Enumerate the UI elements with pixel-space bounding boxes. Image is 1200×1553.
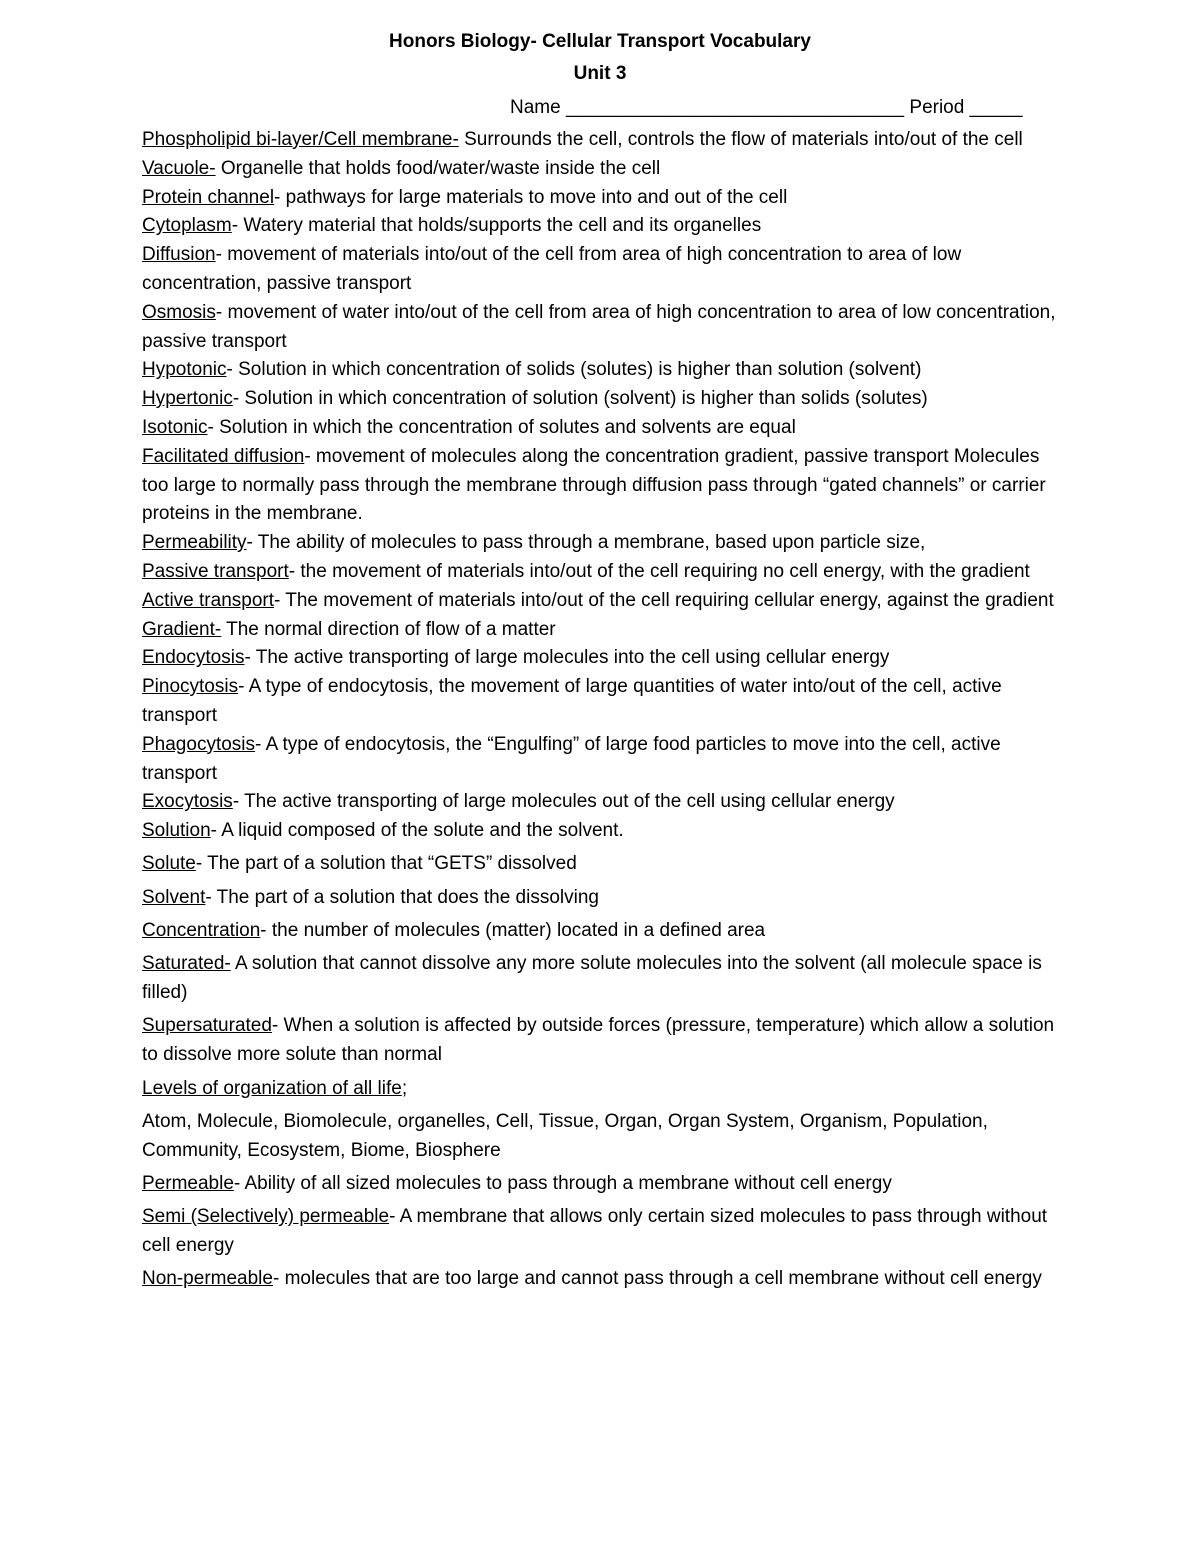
vocab-definition: - A membrane that allows only certain sized molecules to pass through without cell energy bbox=[142, 1206, 1048, 1256]
vocab-definition: - Solution in which concentration of solids (solutes) is higher than solution (solvent) bbox=[226, 359, 922, 381]
vocab-entry bbox=[142, 356, 1067, 385]
vocab-definition: - the movement of materials into/out of the cell requiring no cell energy, with the gradient bbox=[288, 560, 1030, 582]
name-period-line bbox=[510, 96, 1022, 120]
document-title: Honors Biology- Cellular Transport Vocabulary bbox=[389, 31, 811, 52]
vocab-term: Pinocytosis bbox=[142, 676, 239, 698]
vocab-term: Protein channel bbox=[142, 186, 275, 208]
entry-text: Atom, Molecule, Biomolecule, organelles, Cell, Tissue, Organ, Organ System, Organism, Population, Community, Ecosystem, Biome, Biosphere bbox=[142, 1110, 988, 1161]
vocab-definition: - The part of a solution that does the dissolving bbox=[205, 886, 599, 908]
vocab-term: Semi (Selectively) permeable bbox=[142, 1206, 390, 1228]
vocab-definition: - When a solution is affected by outside forces (pressure, temperature) which allow a solution to dissolve more solute than normal bbox=[142, 1015, 1055, 1066]
vocabulary-list bbox=[142, 126, 1067, 1299]
vocab-term: Permeable bbox=[142, 1172, 234, 1194]
vocab-entry bbox=[142, 299, 1067, 357]
vocab-definition: - pathways for large materials to move into and out of the cell bbox=[274, 186, 788, 208]
vocab-definition: - molecules that are too large and cannot pass through a cell membrane without cell energy bbox=[272, 1268, 1042, 1290]
vocab-definition: The normal direction of flow of a matter bbox=[221, 618, 556, 640]
vocab-term: Solvent bbox=[142, 886, 206, 908]
vocab-entry bbox=[142, 155, 1067, 184]
vocab-term: Gradient- bbox=[142, 618, 222, 640]
vocab-term: Osmosis bbox=[142, 301, 216, 323]
vocab-entry bbox=[142, 788, 1067, 817]
vocab-definition: - The active transporting of large molecules out of the cell using cellular energy bbox=[232, 791, 895, 813]
vocab-term: Passive transport bbox=[142, 560, 289, 582]
vocab-entry bbox=[142, 184, 1067, 213]
vocab-definition: ; bbox=[401, 1077, 408, 1099]
vocab-entry bbox=[142, 126, 1067, 155]
vocab-term: Diffusion bbox=[142, 244, 216, 266]
vocab-definition: - The movement of materials into/out of the cell requiring cellular energy, against the gradient bbox=[274, 589, 1054, 611]
vocab-entry bbox=[142, 1108, 1067, 1166]
vocab-entry bbox=[142, 385, 1067, 414]
vocab-term: Phagocytosis bbox=[142, 733, 256, 755]
vocab-term: Non-permeable bbox=[142, 1268, 273, 1290]
vocab-definition: - movement of molecules along the concentration gradient, passive transport Molecules too large to normally pass through the membrane through diffusion pass through “gated channels” or carrier proteins in the membrane. bbox=[142, 445, 1046, 525]
vocab-term: Solute bbox=[142, 853, 196, 875]
vocab-entry bbox=[142, 950, 1067, 1008]
vocab-definition: - A liquid composed of the solute and the solvent. bbox=[210, 820, 624, 842]
vocab-entry bbox=[142, 1265, 1067, 1294]
vocab-definition: Organelle that holds food/water/waste inside the cell bbox=[215, 157, 661, 179]
vocab-term: Hypertonic bbox=[142, 388, 233, 410]
vocab-entry bbox=[142, 917, 1067, 946]
vocab-definition: A solution that cannot dissolve any more solute molecules into the solvent (all molecule space is filled) bbox=[142, 953, 1042, 1004]
vocab-entry bbox=[142, 1203, 1067, 1261]
vocab-term: Isotonic bbox=[142, 416, 208, 438]
vocab-term: Concentration bbox=[142, 920, 261, 942]
vocab-entry bbox=[142, 558, 1067, 587]
vocab-definition: - A type of endocytosis, the movement of large quantities of water into/out of the cell, active transport bbox=[142, 676, 1002, 726]
vocab-entry bbox=[142, 529, 1067, 558]
vocab-entry bbox=[142, 850, 1067, 879]
vocab-entry bbox=[142, 212, 1067, 241]
vocab-term: Saturated- bbox=[142, 953, 231, 975]
vocab-definition: - Solution in which the concentration of solutes and solvents are equal bbox=[207, 416, 796, 438]
vocab-definition: - Solution in which concentration of solution (solvent) is higher than solids (solutes) bbox=[232, 388, 928, 410]
vocab-term: Solution bbox=[142, 820, 211, 842]
vocab-definition: - movement of water into/out of the cell from area of high concentration to area of low concentration, passive transport bbox=[142, 301, 1056, 352]
vocab-entry bbox=[142, 241, 1067, 299]
vocab-term: Permeability bbox=[142, 532, 247, 554]
vocab-entry bbox=[142, 616, 1067, 645]
vocab-term: Exocytosis bbox=[142, 791, 233, 813]
name-label: Name ________________________________ bbox=[510, 97, 905, 118]
vocab-entry bbox=[142, 443, 1067, 529]
vocab-entry bbox=[142, 731, 1067, 789]
vocab-entry bbox=[142, 414, 1067, 443]
vocab-term: Levels of organization of all life bbox=[142, 1077, 402, 1099]
vocab-term: Supersaturated bbox=[142, 1015, 272, 1037]
vocab-term: Facilitated diffusion bbox=[142, 445, 305, 467]
vocab-term: Hypotonic bbox=[142, 359, 227, 381]
vocab-entry bbox=[142, 817, 1067, 846]
vocab-entry bbox=[142, 673, 1067, 731]
period-label: Period _____ bbox=[909, 97, 1023, 118]
vocab-definition: Surrounds the cell, controls the flow of materials into/out of the cell bbox=[458, 129, 1023, 150]
vocab-definition: - movement of materials into/out of the cell from area of high concentration to area of low concentration, passive transport bbox=[142, 244, 962, 294]
vocab-definition: - Ability of all sized molecules to pass through a membrane without cell energy bbox=[233, 1172, 892, 1194]
vocab-term: Active transport bbox=[142, 589, 274, 611]
vocab-definition: - The active transporting of large molecules into the cell using cellular energy bbox=[244, 647, 890, 669]
vocab-entry bbox=[142, 1075, 1067, 1104]
vocab-entry bbox=[142, 1012, 1067, 1070]
vocab-definition: - The ability of molecules to pass through a membrane, based upon particle size, bbox=[246, 532, 926, 554]
vocab-term: Phospholipid bi-layer/Cell membrane- bbox=[142, 129, 459, 150]
vocab-entry bbox=[142, 587, 1067, 616]
unit-label: Unit 3 bbox=[573, 63, 627, 84]
vocab-entry bbox=[142, 1170, 1067, 1199]
vocab-definition: - A type of endocytosis, the “Engulfing” of large food particles to move into the cell, active transport bbox=[142, 733, 1001, 784]
vocab-term: Vacuole- bbox=[142, 157, 216, 179]
vocab-term: Cytoplasm bbox=[142, 215, 232, 237]
vocab-entry bbox=[142, 644, 1067, 673]
vocab-entry bbox=[142, 884, 1067, 913]
vocab-definition: - Watery material that holds/supports the cell and its organelles bbox=[231, 215, 762, 237]
vocab-term: Endocytosis bbox=[142, 647, 245, 669]
vocab-definition: - The part of a solution that “GETS” dissolved bbox=[195, 853, 577, 875]
vocab-definition: - the number of molecules (matter) located in a defined area bbox=[260, 920, 766, 942]
